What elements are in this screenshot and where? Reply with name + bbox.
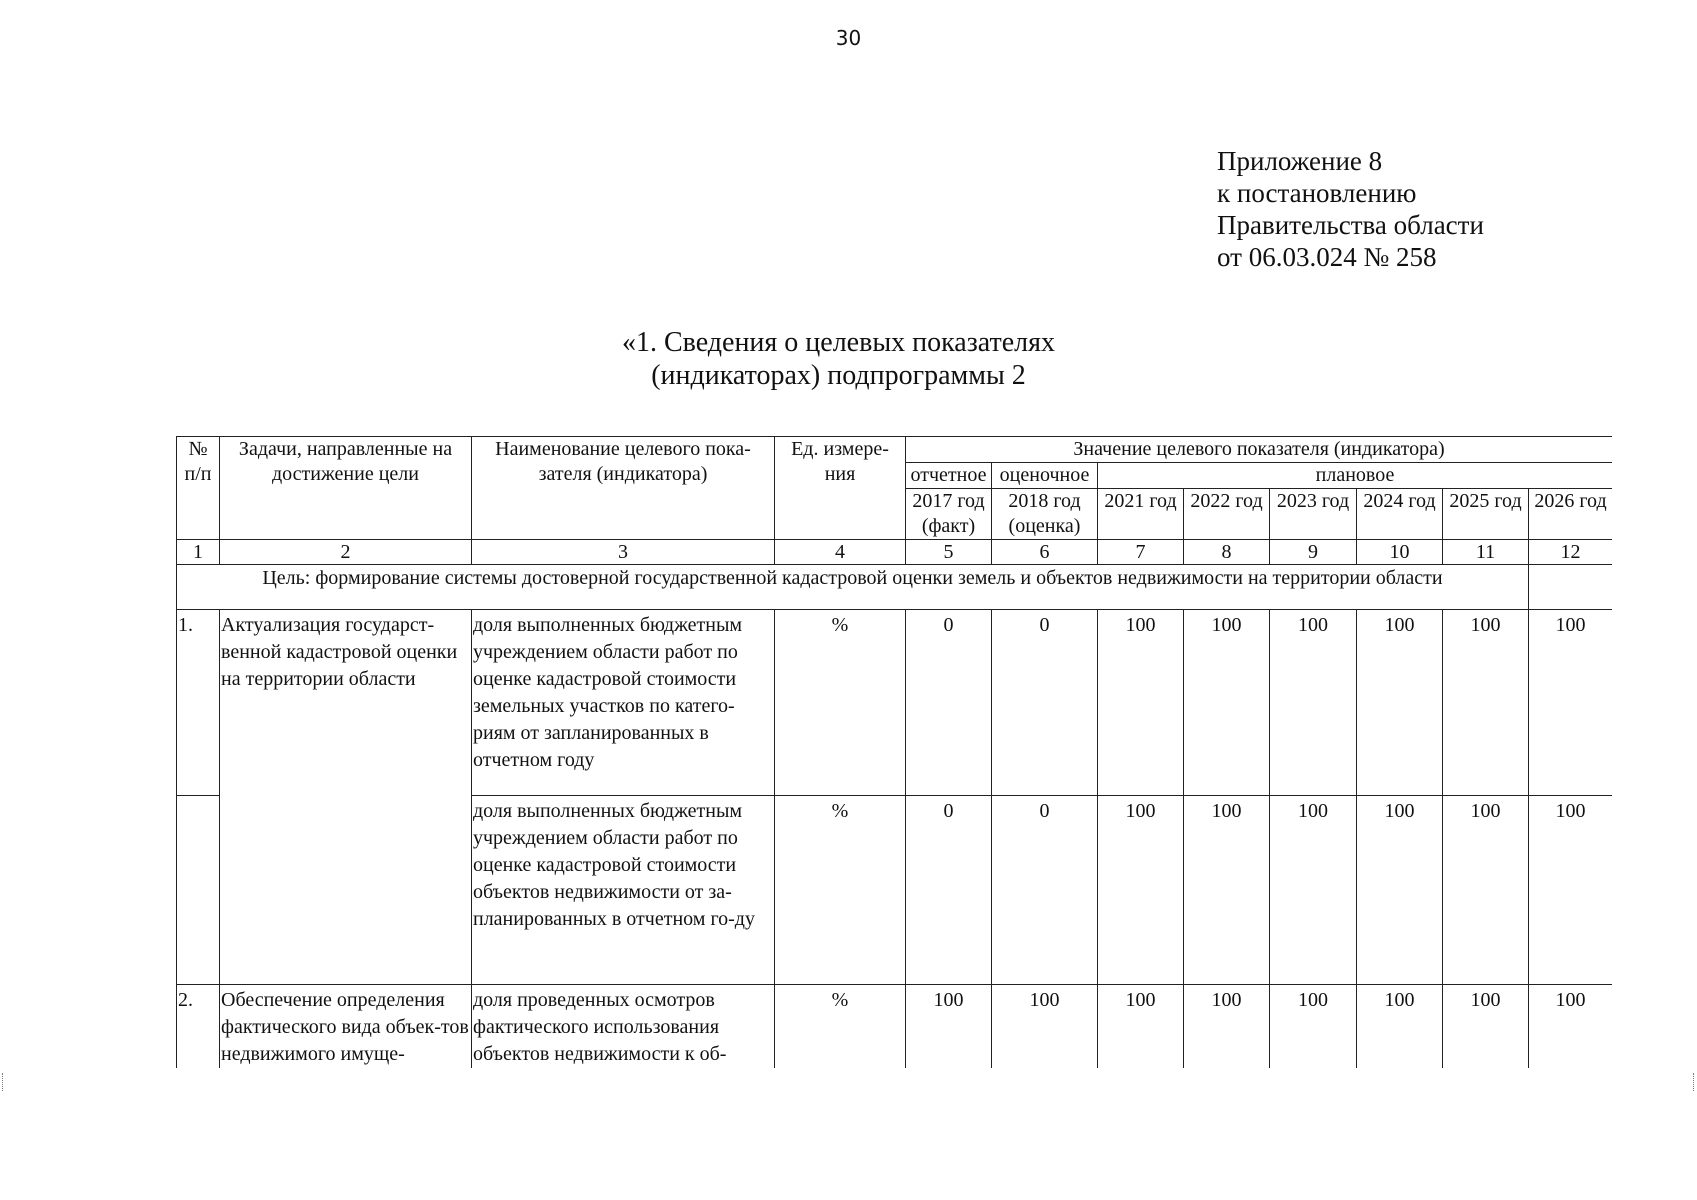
- row-value: 100: [1443, 796, 1529, 985]
- row-unit: %: [775, 610, 906, 796]
- header-num: № п/п: [177, 437, 220, 540]
- row-indicator: доля выполненных бюджетным учреждением области работ по оценке кадастровой стоимости земельных участков по катего-риям от запланированных в отчетном году: [472, 610, 775, 796]
- row-unit: %: [775, 796, 906, 985]
- header-tasks: Задачи, направленные на достижение цели: [220, 437, 472, 540]
- header-year-2022: 2022 год: [1184, 489, 1270, 540]
- row-value: 0: [992, 796, 1098, 985]
- column-number: 1: [177, 540, 220, 565]
- title-line: «1. Сведения о целевых показателях: [621, 327, 1056, 358]
- row-value: 100: [906, 985, 992, 1069]
- header-row: [177, 437, 1613, 463]
- header-year-note: (оценка): [1008, 515, 1081, 537]
- header-year-2021: 2021 год: [1098, 489, 1184, 540]
- column-number: 6: [992, 540, 1098, 565]
- row-num: 1.: [177, 610, 220, 796]
- column-number: 10: [1357, 540, 1443, 565]
- column-number: 4: [775, 540, 906, 565]
- row-indicator: доля выполненных бюджетным учреждением области работ по оценке кадастровой стоимости объектов недвижимости от за-планированных в отчетном го-ду: [472, 796, 775, 985]
- header-year-2025: 2025 год: [1443, 489, 1529, 540]
- header-year-2024: 2024 год: [1357, 489, 1443, 540]
- table-row: [177, 610, 1613, 796]
- row-num: 2.: [177, 985, 220, 1069]
- row-value: 100: [1357, 796, 1443, 985]
- row-indicator: доля проведенных осмотров фактического использования объектов недвижимости к об-: [472, 985, 775, 1069]
- header-year-2026: 2026 год: [1529, 489, 1613, 540]
- scan-edge-mark: [1693, 1073, 1697, 1091]
- column-number: 5: [906, 540, 992, 565]
- row-value: 100: [1184, 985, 1270, 1069]
- goal-empty-cell: [1529, 565, 1613, 610]
- column-number: 2: [220, 540, 472, 565]
- header-year-2017: [906, 489, 992, 540]
- indicators-table: [176, 436, 1612, 1068]
- row-value: 100: [1529, 985, 1613, 1069]
- column-number: 11: [1443, 540, 1529, 565]
- header-unit: Ед. измере-ния: [775, 437, 906, 540]
- row-value: 100: [1098, 796, 1184, 985]
- header-year-note: (факт): [921, 515, 976, 537]
- title-line: (индикаторах) подпрограммы 2: [651, 360, 1026, 391]
- row-value: 100: [1270, 796, 1357, 985]
- row-value: 100: [1357, 985, 1443, 1069]
- row-value: 0: [906, 610, 992, 796]
- header-indicator: Наименование целевого пока-зателя (индикатора): [472, 437, 775, 540]
- row-value: 100: [1184, 610, 1270, 796]
- row-value: 100: [1270, 610, 1357, 796]
- row-value: 100: [1443, 610, 1529, 796]
- appendix-line: Правительства области: [1217, 210, 1484, 240]
- column-number: 3: [472, 540, 775, 565]
- document-title: [0, 326, 1697, 392]
- row-unit: %: [775, 985, 906, 1069]
- table-row: [177, 985, 1613, 1069]
- row-value: 100: [1529, 796, 1613, 985]
- row-task: Обеспечение определения фактического вида объек-тов недвижимого имуще-: [220, 985, 472, 1069]
- column-number-row: [177, 540, 1613, 565]
- row-value: 0: [992, 610, 1098, 796]
- row-value: 100: [1184, 796, 1270, 985]
- row-value: 100: [1443, 985, 1529, 1069]
- header-reported: отчетное: [906, 463, 992, 489]
- column-number: 8: [1184, 540, 1270, 565]
- column-number: 9: [1270, 540, 1357, 565]
- appendix-line: к постановлению: [1217, 178, 1417, 208]
- goal-row: [177, 565, 1613, 610]
- scan-edge-mark: [2, 1073, 6, 1091]
- header-year-2023: 2023 год: [1270, 489, 1357, 540]
- appendix-block: [1217, 145, 1484, 273]
- column-number: 7: [1098, 540, 1184, 565]
- row-value: 100: [1529, 610, 1613, 796]
- column-number: 12: [1529, 540, 1613, 565]
- row-value: 100: [1098, 985, 1184, 1069]
- appendix-line: Приложение 8: [1217, 146, 1383, 176]
- header-year-2018: [992, 489, 1098, 540]
- page-number: 30: [835, 26, 862, 50]
- header-year-label: 2017 год: [912, 490, 985, 512]
- row-task: Актуализация государст-венной кадастровой оценки на территории области: [220, 610, 472, 985]
- goal-text: Цель: формирование системы достоверной государственной кадастровой оценки земель и объектов недвижимости на территории области: [177, 565, 1529, 610]
- row-value: 100: [992, 985, 1098, 1069]
- header-estimated: оценочное: [992, 463, 1098, 489]
- row-value: 100: [1270, 985, 1357, 1069]
- header-year-label: 2018 год: [1008, 490, 1081, 512]
- appendix-line: от 06.03.024 № 258: [1217, 242, 1437, 272]
- header-value: Значение целевого показателя (индикатора): [906, 437, 1613, 463]
- header-planned: плановое: [1098, 463, 1613, 489]
- row-num: [177, 796, 220, 985]
- row-value: 0: [906, 796, 992, 985]
- row-value: 100: [1357, 610, 1443, 796]
- indicators-table-container: [176, 436, 1612, 1068]
- row-value: 100: [1098, 610, 1184, 796]
